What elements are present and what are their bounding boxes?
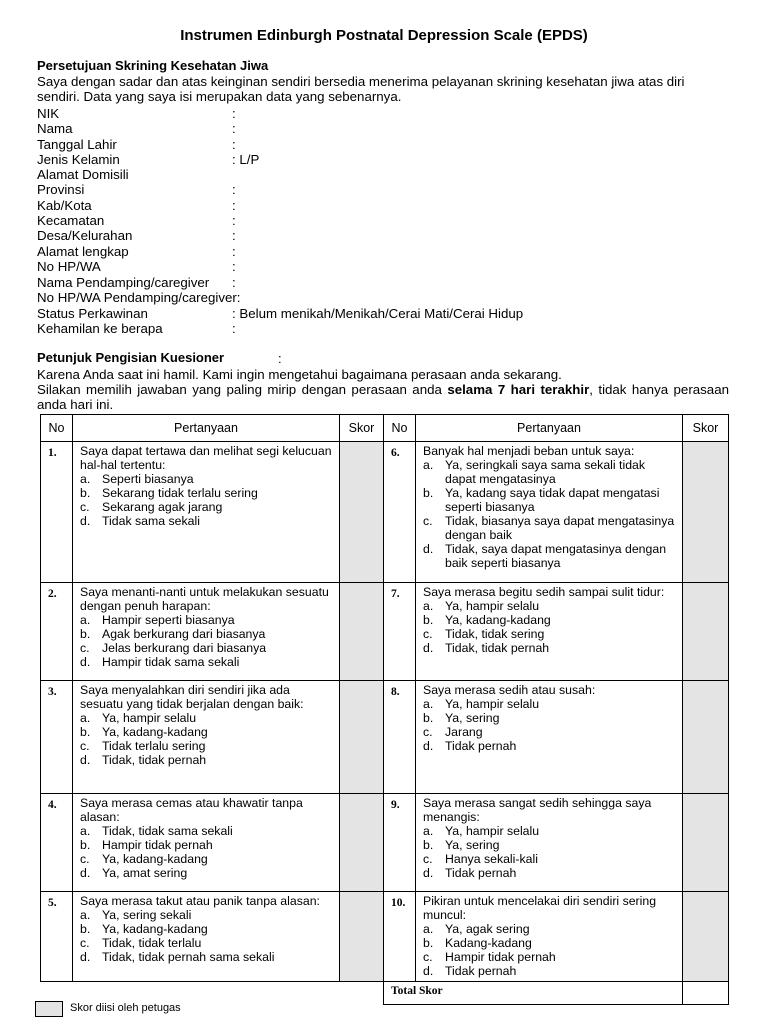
option-text: Ya, sering sekali xyxy=(102,908,192,922)
header-no: No xyxy=(41,415,73,442)
option-text: Kadang-kadang xyxy=(445,936,532,950)
option-letter: d. xyxy=(80,866,91,880)
answer-option xyxy=(80,866,335,880)
option-letter: c. xyxy=(80,936,90,950)
option-text: Tidak, tidak pernah sama sekali xyxy=(102,950,275,964)
question-text: Banyak hal menjadi beban untuk saya: xyxy=(423,444,635,458)
question-number: 5. xyxy=(41,892,73,982)
score-cell[interactable] xyxy=(340,794,384,892)
option-letter: b. xyxy=(423,711,434,725)
option-text: Ya, hampir selalu xyxy=(445,599,540,613)
form-field-label: Kecamatan xyxy=(37,213,105,228)
option-text: Jelas berkurang dari biasanya xyxy=(102,641,267,655)
option-letter: c. xyxy=(423,852,433,866)
option-letter: c. xyxy=(80,641,90,655)
option-text: Ya, seringkali saya sama sekali tidak dapat mengatasinya xyxy=(445,458,646,486)
answer-option xyxy=(423,613,678,627)
question-cell xyxy=(416,583,683,681)
option-text: Ya, kadang saya tidak dapat mengatasi seperti biasanya xyxy=(445,486,660,514)
form-field-label: Alamat Domisili xyxy=(37,167,129,182)
header-question: Pertanyaan xyxy=(416,415,683,442)
score-cell[interactable] xyxy=(683,583,729,681)
form-field-value: : Belum menikah/Menikah/Cerai Mati/Cerai Hidup xyxy=(232,306,524,321)
header-no: No xyxy=(384,415,416,442)
option-text: Ya, hampir selalu xyxy=(445,697,540,711)
question-number: 10. xyxy=(384,892,416,982)
form-field-value: : xyxy=(232,275,236,290)
form-field-label: Nama Pendamping/caregiver xyxy=(37,275,210,290)
answer-option xyxy=(80,852,335,866)
score-cell[interactable] xyxy=(683,681,729,794)
question-text: Saya merasa sedih atau susah: xyxy=(423,683,596,697)
answer-option xyxy=(80,486,335,500)
answer-option xyxy=(423,739,678,753)
answer-option xyxy=(80,725,335,739)
question-text: Saya menyalahkan diri sendiri jika ada sesuatu yang tidak berjalan dengan baik: xyxy=(80,683,304,711)
answer-option xyxy=(423,922,678,936)
question-cell xyxy=(73,442,340,583)
total-score-label: Total Skor xyxy=(384,982,683,1005)
answer-option xyxy=(423,599,678,613)
form-field-label: Desa/Kelurahan xyxy=(37,228,133,243)
form-field-value: : xyxy=(232,213,236,228)
table-row xyxy=(41,794,729,892)
answer-option xyxy=(80,472,335,486)
option-text: Hampir seperti biasanya xyxy=(102,613,235,627)
option-text: Ya, kadang-kadang xyxy=(102,852,208,866)
answer-option xyxy=(80,500,335,514)
form-field-value: : xyxy=(232,259,236,274)
answer-options xyxy=(423,824,678,880)
answer-option xyxy=(80,711,335,725)
question-text: Saya menanti-nanti untuk melakukan sesuatu dengan penuh harapan: xyxy=(80,585,329,613)
question-text: Saya merasa begitu sedih sampai sulit tidur: xyxy=(423,585,665,599)
question-number: 8. xyxy=(384,681,416,794)
header-question: Pertanyaan xyxy=(73,415,340,442)
option-letter: a. xyxy=(80,824,91,838)
question-cell xyxy=(416,794,683,892)
score-cell[interactable] xyxy=(683,794,729,892)
question-cell xyxy=(416,442,683,583)
form-field-value: : L/P xyxy=(232,152,260,167)
option-letter: c. xyxy=(423,514,433,528)
option-text: Ya, sering xyxy=(445,711,500,725)
option-letter: a. xyxy=(80,472,91,486)
form-field-value: : xyxy=(232,244,236,259)
answer-option xyxy=(80,824,335,838)
table-row xyxy=(41,892,729,982)
form-field-label: Jenis Kelamin xyxy=(37,152,120,167)
option-letter: d. xyxy=(423,964,434,978)
answer-option xyxy=(423,627,678,641)
option-text: Ya, agak sering xyxy=(445,922,530,936)
question-text: Saya merasa takut atau panik tanpa alasan: xyxy=(80,894,320,908)
instructions-line-2: Silakan memilih jawaban yang paling mirip dengan perasaan anda selama 7 hari terakhir, tidak hanya perasaan anda hari ini. xyxy=(37,382,729,412)
option-text: Hampir tidak pernah xyxy=(102,838,213,852)
score-cell[interactable] xyxy=(340,681,384,794)
answer-options xyxy=(80,824,335,880)
form-field-label: Nama xyxy=(37,121,73,136)
question-cell xyxy=(73,583,340,681)
option-text: Tidak, tidak terlalu xyxy=(102,936,202,950)
question-number: 9. xyxy=(384,794,416,892)
score-legend-swatch xyxy=(35,1001,63,1017)
option-letter: b. xyxy=(423,936,434,950)
option-letter: d. xyxy=(423,866,434,880)
option-text: Tidak pernah xyxy=(445,739,517,753)
option-letter: b. xyxy=(80,838,91,852)
option-letter: a. xyxy=(423,922,434,936)
instructions-heading: Petunjuk Pengisian Kuesioner xyxy=(37,350,225,365)
option-text: Jarang xyxy=(445,725,483,739)
option-letter: a. xyxy=(423,458,434,472)
table-row xyxy=(41,583,729,681)
question-number: 2. xyxy=(41,583,73,681)
option-letter: b. xyxy=(80,922,91,936)
option-text: Tidak, tidak pernah xyxy=(445,641,550,655)
option-text: Hampir tidak sama sekali xyxy=(102,655,240,669)
form-field-value: : xyxy=(232,198,236,213)
score-legend-text: Skor diisi oleh petugas xyxy=(70,1002,181,1014)
question-number: 7. xyxy=(384,583,416,681)
answer-option xyxy=(423,641,678,655)
option-letter: a. xyxy=(423,697,434,711)
option-letter: d. xyxy=(423,739,434,753)
option-text: Hampir tidak pernah xyxy=(445,950,556,964)
form-field-label: Kehamilan ke berapa xyxy=(37,321,163,336)
form-field-value: : xyxy=(232,121,236,136)
option-letter: c. xyxy=(423,627,433,641)
option-text: Sekarang tidak terlalu sering xyxy=(102,486,258,500)
option-letter: c. xyxy=(80,500,90,514)
score-cell[interactable] xyxy=(340,583,384,681)
option-letter: a. xyxy=(80,613,91,627)
option-letter: a. xyxy=(80,908,91,922)
total-score-cell[interactable] xyxy=(683,982,729,1005)
option-letter: a. xyxy=(423,599,434,613)
answer-option xyxy=(423,486,678,514)
score-cell[interactable] xyxy=(340,892,384,982)
option-text: Ya, kadang-kadang xyxy=(102,922,208,936)
answer-options xyxy=(423,599,678,655)
option-text: Tidak terlalu sering xyxy=(102,739,206,753)
option-letter: b. xyxy=(80,486,91,500)
answer-option xyxy=(423,950,678,964)
answer-option xyxy=(80,613,335,627)
form-field-label: No HP/WA Pendamping/caregiver: xyxy=(37,290,241,305)
answer-option xyxy=(423,711,678,725)
answer-option xyxy=(423,936,678,950)
option-letter: b. xyxy=(423,838,434,852)
option-text: Tidak, biasanya saya dapat mengatasinya dengan baik xyxy=(445,514,675,542)
option-text: Seperti biasanya xyxy=(102,472,194,486)
instructions-line-1: Karena Anda saat ini hamil. Kami ingin mengetahui bagaimana perasaan anda sekarang. xyxy=(37,367,562,382)
form-field-label: Alamat lengkap xyxy=(37,244,129,259)
table-row xyxy=(41,681,729,794)
question-cell xyxy=(73,794,340,892)
option-letter: b. xyxy=(80,627,91,641)
option-letter: b. xyxy=(423,486,434,500)
option-text: Sekarang agak jarang xyxy=(102,500,223,514)
option-text: Tidak, tidak pernah xyxy=(102,753,207,767)
answer-options xyxy=(80,908,335,964)
form-field-value: : xyxy=(232,137,236,152)
answer-option xyxy=(80,753,335,767)
option-letter: d. xyxy=(423,641,434,655)
answer-option xyxy=(80,838,335,852)
answer-option xyxy=(423,838,678,852)
option-text: Tidak pernah xyxy=(445,964,517,978)
option-text: Ya, kadang-kadang xyxy=(445,613,551,627)
form-field-label: Kab/Kota xyxy=(37,198,92,213)
option-letter: d. xyxy=(80,514,91,528)
answer-option xyxy=(423,542,678,570)
option-letter: c. xyxy=(423,950,433,964)
answer-option xyxy=(80,908,335,922)
form-field-value: : xyxy=(232,106,236,121)
question-cell xyxy=(416,892,683,982)
question-number: 3. xyxy=(41,681,73,794)
answer-option xyxy=(423,697,678,711)
option-text: Agak berkurang dari biasanya xyxy=(102,627,266,641)
answer-options xyxy=(80,613,335,669)
answer-option xyxy=(80,514,335,528)
answer-option xyxy=(80,936,335,950)
answer-option xyxy=(423,964,678,978)
option-letter: a. xyxy=(80,711,91,725)
form-field-label: Provinsi xyxy=(37,182,85,197)
epds-questionnaire-table xyxy=(40,414,729,1005)
form-field-label: No HP/WA xyxy=(37,259,101,274)
question-number: 1. xyxy=(41,442,73,583)
table-header-row xyxy=(41,415,729,442)
form-field-label: Status Perkawinan xyxy=(37,306,148,321)
question-text: Saya dapat tertawa dan melihat segi kelucuan hal-hal tertentu: xyxy=(80,444,332,472)
consent-heading: Persetujuan Skrining Kesehatan Jiwa xyxy=(37,58,269,73)
answer-option xyxy=(423,725,678,739)
option-text: Ya, amat sering xyxy=(102,866,188,880)
instructions-emphasis: selama 7 hari terakhir xyxy=(447,382,590,397)
option-letter: b. xyxy=(423,613,434,627)
header-score: Skor xyxy=(683,415,729,442)
answer-option xyxy=(423,866,678,880)
answer-option xyxy=(80,950,335,964)
option-text: Ya, sering xyxy=(445,838,500,852)
answer-options xyxy=(80,711,335,767)
answer-option xyxy=(80,641,335,655)
answer-option xyxy=(423,824,678,838)
answer-option xyxy=(80,739,335,753)
option-text: Ya, hampir selalu xyxy=(102,711,197,725)
question-text: Saya merasa sangat sedih sehingga saya menangis: xyxy=(423,796,652,824)
option-letter: d. xyxy=(423,542,434,556)
question-text: Pikiran untuk mencelakai diri sendiri sering muncul: xyxy=(423,894,657,922)
question-cell xyxy=(73,892,340,982)
instructions-colon: : xyxy=(278,351,282,366)
answer-option xyxy=(80,655,335,669)
answer-options xyxy=(423,697,678,753)
question-number: 4. xyxy=(41,794,73,892)
option-text: Tidak, tidak sama sekali xyxy=(102,824,233,838)
question-text: Saya merasa cemas atau khawatir tanpa alasan: xyxy=(80,796,303,824)
option-text: Tidak sama sekali xyxy=(102,514,200,528)
form-field-value: : xyxy=(232,228,236,243)
form-field-label: NIK xyxy=(37,106,60,121)
score-cell[interactable] xyxy=(340,442,384,583)
option-letter: a. xyxy=(423,824,434,838)
consent-text: Saya dengan sadar dan atas keinginan sendiri bersedia menerima pelayanan skrining kesehatan jiwa atas diri sendiri. Data yang saya isi merupakan data yang sebenarnya. xyxy=(37,74,685,104)
option-letter: d. xyxy=(80,753,91,767)
form-field-value: : xyxy=(232,182,236,197)
answer-option xyxy=(423,852,678,866)
option-letter: d. xyxy=(80,950,91,964)
option-text: Tidak, tidak sering xyxy=(445,627,545,641)
option-letter: b. xyxy=(80,725,91,739)
option-text: Hanya sekali-kali xyxy=(445,852,538,866)
question-cell xyxy=(416,681,683,794)
option-letter: c. xyxy=(80,852,90,866)
table-row xyxy=(41,442,729,583)
score-cell[interactable] xyxy=(683,892,729,982)
answer-option xyxy=(80,627,335,641)
answer-option xyxy=(423,458,678,486)
answer-options xyxy=(423,458,678,570)
option-letter: c. xyxy=(80,739,90,753)
score-cell[interactable] xyxy=(683,442,729,583)
option-text: Ya, hampir selalu xyxy=(445,824,540,838)
answer-options xyxy=(423,922,678,978)
form-field-label: Tanggal Lahir xyxy=(37,137,117,152)
question-number: 6. xyxy=(384,442,416,583)
question-cell xyxy=(73,681,340,794)
option-text: Tidak, saya dapat mengatasinya dengan baik seperti biasanya xyxy=(445,542,667,570)
form-field-value: : xyxy=(232,321,236,336)
option-text: Tidak pernah xyxy=(445,866,517,880)
header-score: Skor xyxy=(340,415,384,442)
answer-options xyxy=(80,472,335,528)
option-letter: d. xyxy=(80,655,91,669)
answer-option xyxy=(423,514,678,542)
option-text: Ya, kadang-kadang xyxy=(102,725,208,739)
answer-option xyxy=(80,922,335,936)
option-letter: c. xyxy=(423,725,433,739)
page-title: Instrumen Edinburgh Postnatal Depression Scale (EPDS) xyxy=(180,27,588,44)
